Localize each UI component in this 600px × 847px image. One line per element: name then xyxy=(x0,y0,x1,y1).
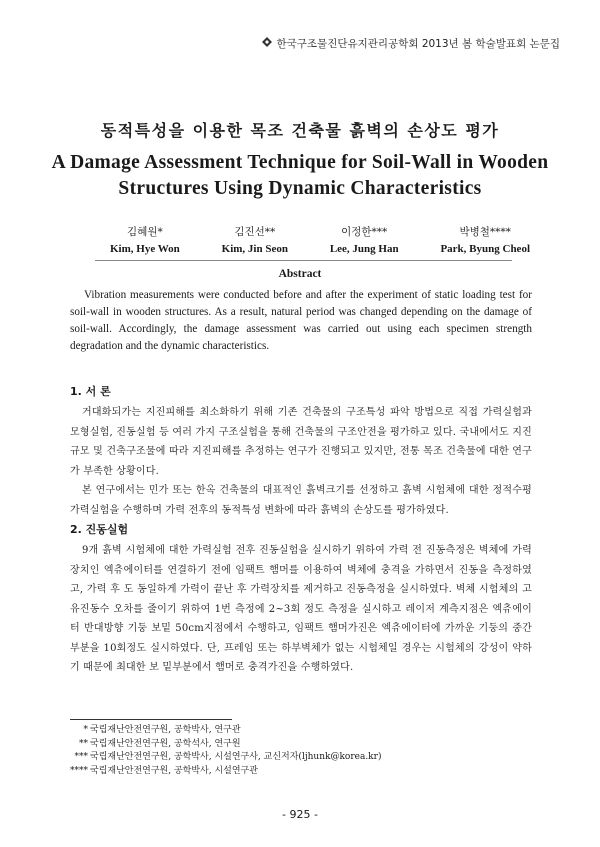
journal-header xyxy=(262,36,560,51)
english-title-line-2: Structures Using Dynamic Characteristics xyxy=(118,178,482,199)
section-1-title: 1. 서 론 xyxy=(70,385,111,398)
abstract-text: Vibration measurements were conducted before and after the experiment of static loading test for soil-wall in wooden structures. As a result, natural period was changed depending on the damage of soil-wall. Accordingly, the damage assessment was carried out using each specimen strength degradation and the dynamic characteristics. xyxy=(70,289,532,352)
section-2-title: 2. 진동실험 xyxy=(70,523,129,536)
author-name-en: Park, Byung Cheol xyxy=(440,243,530,255)
header-bullet-icon xyxy=(262,37,272,50)
author-name-ko: 박병철**** xyxy=(459,226,511,238)
footnote-2 xyxy=(66,738,381,752)
footnote-3 xyxy=(66,751,381,765)
author-divider xyxy=(95,260,512,261)
footnote-text: 국립재난안전연구원, 공학석사, 연구원 xyxy=(90,738,241,749)
section-2-paragraph-1: 9개 흙벽 시험체에 대한 가력실험 전후 진동실험을 실시하기 위하여 가력 전 진동측정은 벽체에 가력장치인 엑츄에이터를 연결하기 전에 임팩트 햄머를 이용하여 벽체에 충격을 가하면서 진동을 측정하였고, 가력 후 도 동일하게 가력이 끝난 후 가력장치를 제거하고 진동측정을 실시하였다. 벽체 시험체의 고유진동수 오차를 줄이기 위하여 1번 측정에 2~3회 정도 측정을 실시하고 레이저 계측지점은 엑츄에이터 반대방향 기둥 보밑 50cm지점에서 수행하고, 임팩트 햄머가진은 엑츄에이터에 가까운 기둥의 중간부분을 10회정도 실시하였다. 단, 프레임 또는 하부벽체가 없는 시험체일 경우는 시험체의 강성이 약하기 때문에 최대한 보 밑부분에서 햄머로 충격가진을 수행하였다. xyxy=(70,545,532,673)
page-number: - 925 - xyxy=(282,808,318,821)
author-name-ko: 이정한*** xyxy=(341,226,388,238)
footnote-1 xyxy=(66,724,381,738)
journal-name: 한국구조물진단유지관리공학회 2013년 봄 학술발표회 논문집 xyxy=(276,38,560,50)
footnote-divider xyxy=(70,719,232,720)
footnotes xyxy=(66,724,381,778)
footnote-mark: *** xyxy=(74,752,88,762)
footnote-mark: **** xyxy=(70,765,88,776)
author-3 xyxy=(330,224,399,258)
author-list xyxy=(110,224,530,258)
section-1-paragraph-2: 본 연구에서는 민가 또는 한옥 건축물의 대표적인 흙벽크기를 선정하고 흙벽 시험체에 대한 정적수평가력실험을 수행하며 가력 전후의 동적특성 변화에 따라 흙벽의 손상도를 평가하였다. xyxy=(70,485,532,516)
korean-title: 동적특성을 이용한 목조 건축물 흙벽의 손상도 평가 xyxy=(100,121,500,140)
section-1-body xyxy=(70,403,532,520)
author-name-en: Lee, Jung Han xyxy=(329,243,399,255)
footnote-4 xyxy=(66,765,381,779)
section-1-paragraph-1: 거대화되가는 지진피해를 최소화하기 위해 기존 건축물의 구조특성 파악 방법으로 직접 가력실험과 모형실험, 진동실험 등 여러 가지 구조실험을 통해 건축물의 구조안전을 평가하고 있다. 국내에서도 지진규모 및 건축구조물에 따라 지진피해를 추정하는 연구가 진행되고 있지만, 전통 목조 건축물에 대한 연구가 부족한 상황이다. xyxy=(70,407,532,477)
author-name-en: Kim, Jin Seon xyxy=(221,243,288,255)
author-name-en: Kim, Hye Won xyxy=(110,243,180,255)
footnote-text: 국립재난안전연구원, 공학박사, 연구관 xyxy=(90,725,241,735)
footnote-text: 국립재난안전연구원, 공학박사, 시설연구사, 교신저자(ljhunk@korea.kr) xyxy=(90,752,382,762)
author-2 xyxy=(222,224,288,258)
footnote-mark: * xyxy=(83,725,88,735)
author-name-ko: 김혜원* xyxy=(127,226,163,238)
footnote-mark: ** xyxy=(79,738,88,749)
english-title-line-1: A Damage Assessment Technique for Soil-Wall in Wooden xyxy=(51,152,549,173)
abstract-heading: Abstract xyxy=(278,268,322,280)
section-2-body xyxy=(70,541,532,678)
author-1 xyxy=(110,224,180,258)
footnote-text: 국립재난안전연구원, 공학박사, 시설연구관 xyxy=(90,765,258,776)
author-4 xyxy=(440,224,530,258)
author-name-ko: 김진선** xyxy=(234,226,276,238)
english-title xyxy=(40,150,560,202)
